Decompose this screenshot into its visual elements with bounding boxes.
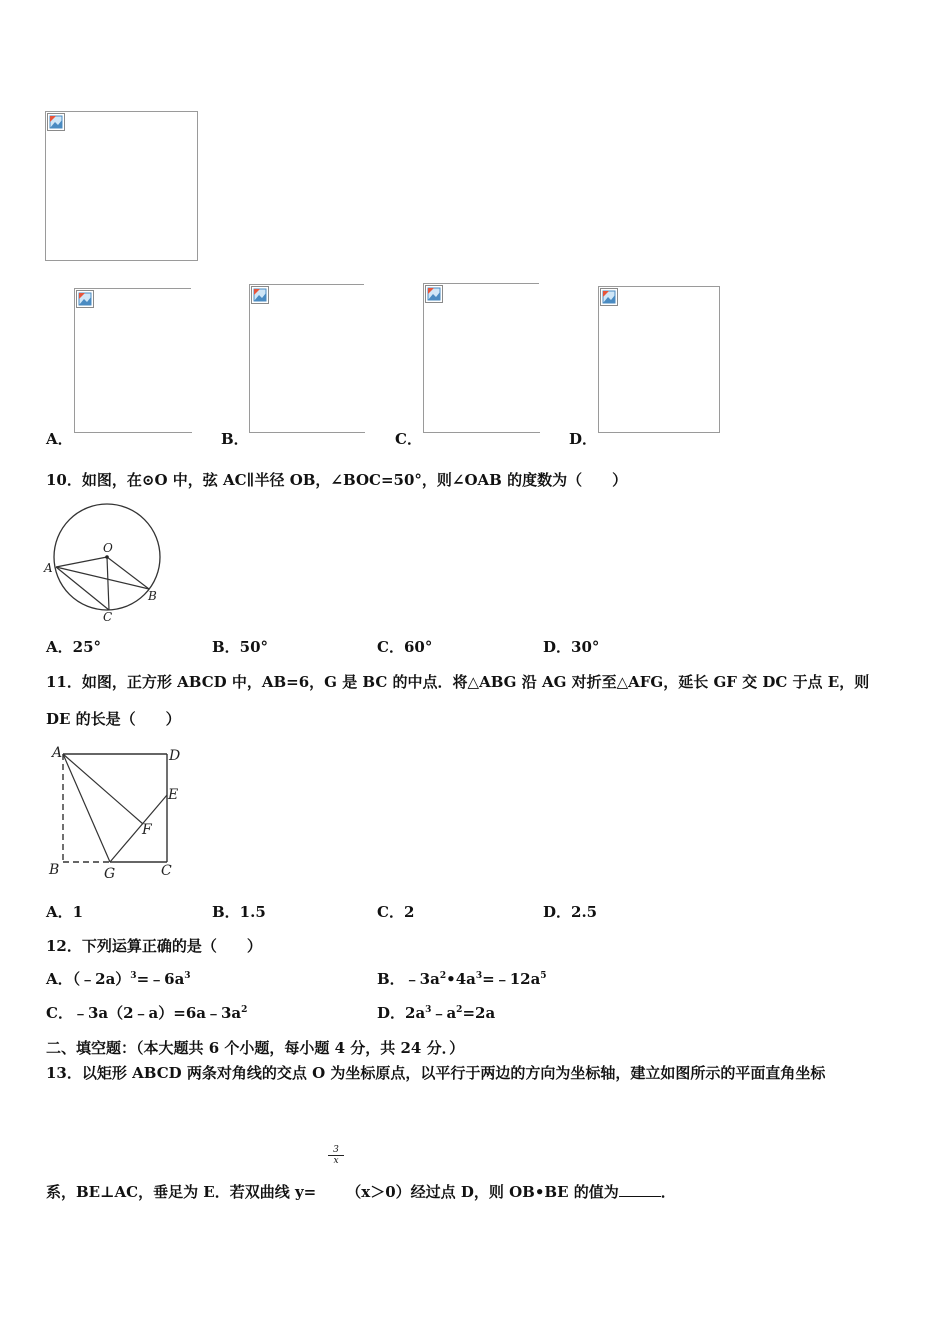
option-c-image [423, 283, 539, 433]
option-d-image [598, 286, 720, 433]
fraction-numerator: 3 [333, 1145, 339, 1155]
q11-option-b: B．1.5 [212, 903, 266, 921]
label-e: E [168, 787, 179, 803]
q12-option-c: C．$﹣3a(2﹣a)=6a﹣3a^2$ [46, 1004, 248, 1022]
label-b: B [49, 862, 60, 878]
q10-stem: 10．如图，在⊙O 中，弦 AC∥半径 OB，∠BOC=50°，则∠OAB 的度数为（ ） [46, 471, 628, 489]
label-o: O [103, 541, 113, 555]
broken-image-icon [600, 288, 618, 306]
question-figure-image [45, 111, 198, 261]
q10-circle-figure [40, 500, 165, 628]
q12-stem: 12．下列运算正确的是（ ） [46, 937, 262, 955]
label-c: C [103, 610, 113, 624]
q11-square-figure [44, 742, 189, 884]
label-g: G [104, 866, 116, 882]
q12-option-a: A．$(﹣2a)^3=﹣6a^3$ [46, 970, 191, 988]
label-d: D [169, 748, 181, 764]
label-f: F [142, 822, 152, 838]
q12-option-d: D．$2a^3﹣a^2=2a$ [377, 1004, 496, 1022]
label-c: C [161, 863, 172, 879]
broken-image-icon [76, 290, 94, 308]
q11-option-d: D．2.5 [543, 903, 598, 921]
q10-option-d: D．30° [543, 638, 600, 656]
q11-stem-line2: DE 的长是（ ） [46, 710, 181, 728]
q10-option-c: C．60° [377, 638, 433, 656]
option-a-image [74, 288, 191, 433]
q9-option-b-label: B． [221, 430, 249, 448]
q11-option-c: C．2 [377, 903, 415, 921]
q9-option-a-label: A． [46, 430, 73, 448]
broken-image-icon [47, 113, 65, 131]
q13-stem-line2: 系，BE⊥AC，垂足为 E．若双曲线 y= （x＞0）经过点 D，则 OB•BE 的值为 ． [46, 1183, 676, 1201]
q11-stem-line1: 11．如图，正方形 ABCD 中，AB=6，G 是 BC 的中点．将△ABG 沿 AG 对折至△AFG，延长 GF 交 DC 于点 E，则 [46, 673, 870, 691]
broken-image-icon [425, 285, 443, 303]
answer-blank[interactable] [619, 1182, 661, 1197]
label-a: A [44, 561, 53, 575]
broken-image-icon [251, 286, 269, 304]
q13-stem-line1: 13．以矩形 ABCD 两条对角线的交点 O 为坐标原点，以平行于两边的方向为坐标轴，建立如图所示的平面直角坐标 [46, 1064, 826, 1082]
q11-option-a: A．1 [46, 903, 84, 921]
q9-option-d-label: D． [569, 430, 598, 448]
q10-option-b: B．50° [212, 638, 269, 656]
section-heading: 二、填空题：（本大题共 6 个小题，每小题 4 分，共 24 分．） [46, 1039, 465, 1057]
q10-option-a: A．25° [46, 638, 102, 656]
q13-fraction [328, 1145, 344, 1166]
label-b: B [148, 589, 157, 603]
q12-option-b: B．$﹣3a^2•4a^3=﹣12a^5$ [377, 970, 547, 988]
fraction-denominator: x [328, 1155, 344, 1166]
q9-option-c-label: C． [395, 430, 422, 448]
option-b-image [249, 284, 364, 433]
label-a: A [52, 745, 63, 761]
